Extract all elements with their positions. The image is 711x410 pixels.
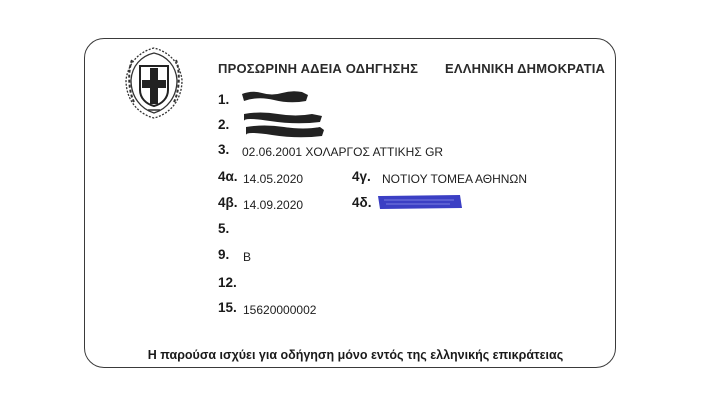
field-9-label: 9.	[218, 247, 230, 262]
field-4b-value: 14.09.2020	[243, 198, 304, 212]
field-4a-label: 4α.	[218, 169, 238, 184]
field-9-value: B	[243, 250, 252, 264]
field-2-label: 2.	[218, 117, 230, 132]
validity-notice: Η παρούσα ισχύει για οδήγηση μόνο εντός της ελληνικής επικράτειας	[147, 348, 564, 362]
field-4c-value: ΝΟΤΙΟΥ ΤΟΜΕΑ ΑΘΗΝΩΝ	[382, 172, 528, 186]
field-3-label: 3.	[218, 142, 230, 157]
field-1-label: 1.	[218, 92, 230, 107]
field-4a-value: 14.05.2020	[243, 172, 304, 186]
field-4b-label: 4β.	[218, 195, 238, 210]
document-title: ΠΡΟΣΩΡΙΝΗ ΑΔΕΙΑ ΟΔΗΓΗΣΗΣ	[218, 61, 419, 76]
redaction-mark	[240, 88, 312, 106]
field-15-label: 15.	[218, 300, 237, 315]
field-4c-label: 4γ.	[352, 169, 371, 184]
field-3-value: 02.06.2001 ΧΟΛΑΡΓΟΣ ΑΤΤΙΚΗΣ GR	[242, 145, 444, 159]
redaction-mark	[376, 192, 466, 212]
field-15-value: 15620000002	[243, 303, 317, 317]
country-title: ΕΛΛΗΝΙΚΗ ΔΗΜΟΚΡΑΤΙΑ	[445, 61, 606, 76]
redaction-mark	[240, 110, 330, 140]
greek-coat-of-arms-icon	[118, 44, 190, 122]
field-5-label: 5.	[218, 221, 230, 236]
field-4d-label: 4δ.	[352, 195, 372, 210]
field-12-label: 12.	[218, 275, 237, 290]
